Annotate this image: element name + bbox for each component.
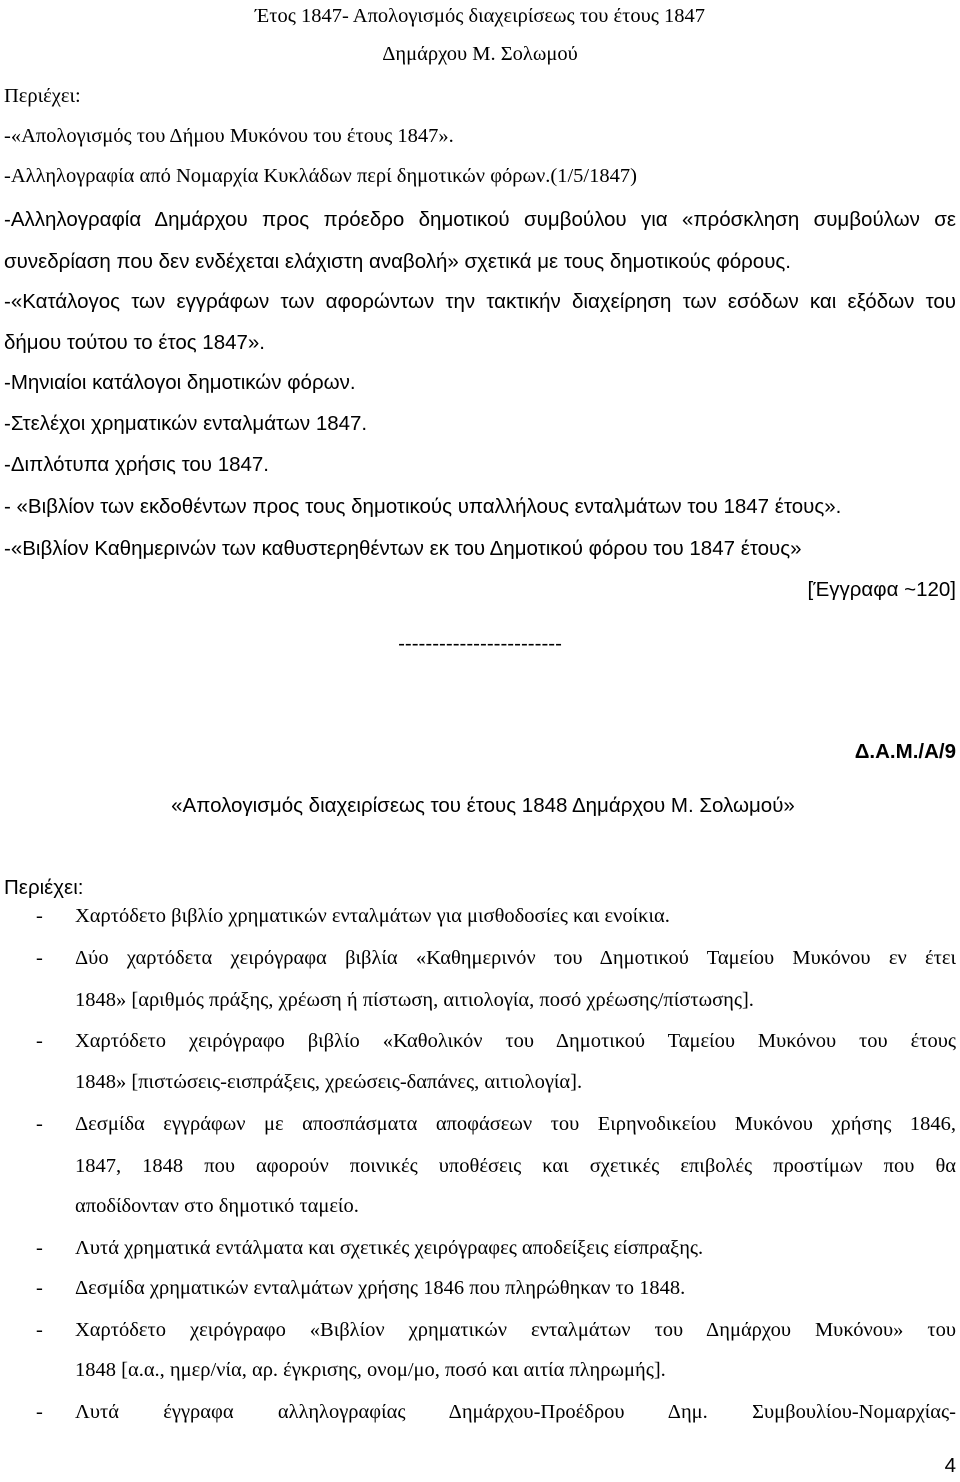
content-line: -Διπλότυπα χρήσις του 1847.: [4, 453, 269, 476]
document-subtitle: Δημάρχου Μ. Σολωμού: [382, 43, 578, 65]
bullet-dash: -: [36, 1113, 43, 1135]
section-title: «Απολογισμός διαχειρίσεως του έτους 1848 Δημάρχου Μ. Σολωμού»: [171, 794, 795, 817]
contains-label: Περιέχει:: [4, 85, 81, 107]
list-item-text: αποδίδονταν στο δημοτικό ταμείο.: [75, 1195, 359, 1217]
list-item-text: Δύο χαρτόδετα χειρόγραφα βιβλία «Καθημερινόν του Δημοτικού Ταμείου Μυκόνου εν έτει: [75, 947, 956, 969]
list-item-text: Δεσμίδα χρηματικών ενταλμάτων χρήσης 1846 που πληρώθηκαν το 1848.: [75, 1277, 686, 1299]
content-line: -«Βιβλίον Καθημερινών των καθυστερηθέντων εκ του Δημοτικού φόρου του 1847 έτους»: [4, 537, 802, 560]
bullet-dash: -: [36, 1277, 43, 1299]
page-number: 4: [944, 1454, 956, 1477]
bullet-dash: -: [36, 1237, 43, 1259]
bullet-dash: -: [36, 947, 43, 969]
document-count: [Έγγραφα ~120]: [807, 578, 956, 601]
content-line: -Μηνιαίοι κατάλογοι δημοτικών φόρων.: [4, 371, 356, 394]
list-item-text: 1848» [αριθμός πράξης, χρέωση ή πίστωση, αιτιολογία, ποσό χρέωσης/πίστωσης].: [75, 989, 754, 1011]
list-item-text: Λυτά χρηματικά εντάλματα και σχετικές χειρόγραφες αποδείξεις είσπραξης.: [75, 1237, 704, 1259]
list-item-text: Χαρτόδετο βιβλίο χρηματικών ενταλμάτων για μισθοδοσίες και ενοίκια.: [75, 905, 670, 927]
reference-code: Δ.Α.Μ./Α/9: [854, 740, 956, 763]
document-title: Έτος 1847- Απολογισμός διαχειρίσεως του έτους 1847: [254, 5, 705, 27]
list-item-text: 1848 [α.α., ημερ/νία, αρ. έγκρισης, ονομ/μο, ποσό και αιτία πληρωμής].: [75, 1359, 666, 1381]
content-line: δήμου τούτου το έτος 1847».: [4, 331, 265, 354]
list-item-text: Λυτά έγγραφα αλληλογραφίας Δημάρχου-Προέδρου Δημ. Συμβουλίου-Νομαρχίας-: [75, 1401, 956, 1423]
content-line: -Αλληλογραφία Δημάρχου προς πρόεδρο δημοτικού συμβούλου για «πρόσκληση συμβούλων σε: [4, 208, 956, 231]
bullet-dash: -: [36, 1319, 43, 1341]
contains-label: Περιέχει:: [4, 876, 84, 899]
section-separator: ------------------------: [398, 632, 562, 655]
list-item-text: Δεσμίδα εγγράφων με αποσπάσματα αποφάσεων του Ειρηνοδικείου Μυκόνου χρήσης 1846,: [75, 1113, 956, 1135]
list-item-text: 1848» [πιστώσεις-εισπράξεις, χρεώσεις-δαπάνες, αιτιολογία].: [75, 1071, 583, 1093]
list-item-text: Χαρτόδετο χειρόγραφο βιβλίο «Καθολικόν του Δημοτικού Ταμείου Μυκόνου του έτους: [75, 1030, 956, 1052]
bullet-dash: -: [36, 1030, 43, 1052]
content-line: -«Κατάλογος των εγγράφων των αφορώντων την τακτικήν διαχείρηση των εσόδων και εξόδων του: [4, 290, 956, 313]
content-line: -«Απολογισμός του Δήμου Μυκόνου του έτους 1847».: [4, 125, 454, 147]
list-item-text: 1847, 1848 που αφορούν ποινικές υποθέσεις και σχετικές επιβολές προστίμων που θα: [75, 1155, 956, 1177]
content-line: -Στελέχοι χρηματικών ενταλμάτων 1847.: [4, 412, 368, 435]
bullet-dash: -: [36, 905, 43, 927]
bullet-dash: -: [36, 1401, 43, 1423]
content-line: - «Βιβλίον των εκδοθέντων προς τους δημοτικούς υπαλλήλους ενταλμάτων του 1847 έτους».: [4, 495, 842, 518]
content-line: -Αλληλογραφία από Νομαρχία Κυκλάδων περί δημοτικών φόρων.(1/5/1847): [4, 165, 637, 187]
content-line: συνεδρίαση που δεν ενδέχεται ελάχιστη αναβολή» σχετικά με τους δημοτικούς φόρους.: [4, 250, 791, 273]
list-item-text: Χαρτόδετο χειρόγραφο «Βιβλίον χρηματικών ενταλμάτων του Δημάρχου Μυκόνου» του: [75, 1319, 956, 1341]
